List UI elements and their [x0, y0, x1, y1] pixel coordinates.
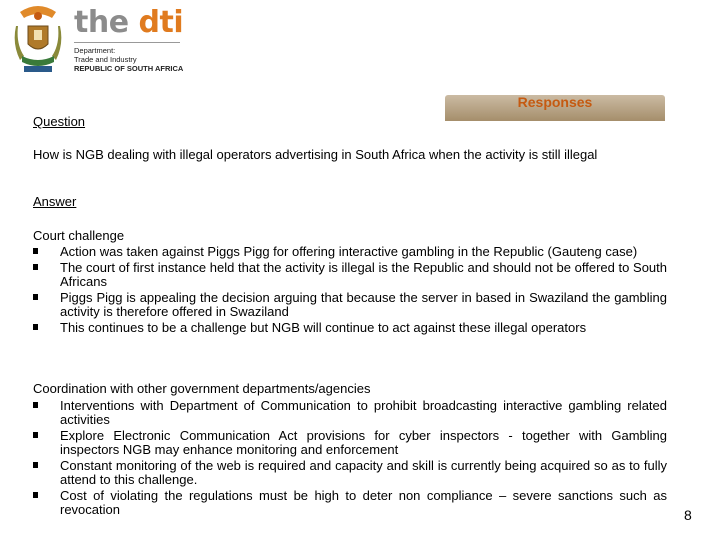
- coordination-list: [33, 399, 667, 519]
- list-item-text: The court of first instance held that the activity is illegal is the Republic and should not be offered to South Africans: [60, 260, 667, 289]
- list-item: [33, 261, 667, 289]
- department-label: Department:: [74, 46, 116, 55]
- page-number: 8: [684, 507, 692, 523]
- court-challenge-title: Court challenge: [33, 228, 125, 243]
- court-challenge-list: [33, 245, 667, 337]
- responses-tab-label: Responses: [517, 94, 593, 110]
- bullet-icon: [33, 324, 38, 330]
- list-item: [33, 429, 667, 457]
- department-name: Trade and Industry: [74, 55, 137, 64]
- list-item: [33, 399, 667, 427]
- country-name: REPUBLIC OF SOUTH AFRICA: [74, 64, 184, 73]
- list-item: [33, 245, 667, 259]
- question-text: [33, 148, 667, 162]
- question-label: Question: [33, 114, 86, 129]
- bullet-icon: [33, 402, 38, 408]
- list-item-text: This continues to be a challenge but NGB will continue to act against these illegal operators: [60, 320, 587, 335]
- bullet-icon: [33, 264, 38, 270]
- list-item-text: Piggs Pigg is appealing the decision arguing that because the server in based in Swaziland the gambling activity is therefore offered in Swaziland: [60, 290, 667, 319]
- brand-wordmark: [74, 6, 183, 40]
- list-item: [33, 459, 667, 487]
- list-item: [33, 291, 667, 319]
- list-item-text: Explore Electronic Communication Act provisions for cyber inspectors - together with Gambling inspectors NGB may enhance monitoring and enforcement: [60, 428, 667, 457]
- list-item: [33, 321, 667, 335]
- list-item-text: Action was taken against Piggs Pigg for offering interactive gambling in the Republic (Gauteng case): [60, 244, 638, 259]
- bullet-icon: [33, 432, 38, 438]
- bullet-icon: [33, 294, 38, 300]
- coat-of-arms-icon: [14, 4, 62, 78]
- question-text-body: How is NGB dealing with illegal operators advertising in South Africa when the activity is still illegal: [33, 147, 598, 162]
- dti-logo: [10, 4, 190, 80]
- brand-dti: dti: [138, 5, 184, 40]
- brand-the: the: [74, 5, 139, 40]
- responses-tab: [445, 95, 665, 121]
- list-item-text: Constant monitoring of the web is required and capacity and skill is currently being acquired so as to fully attend to this challenge.: [60, 458, 667, 487]
- bullet-icon: [33, 492, 38, 498]
- coordination-title: Coordination with other government departments/agencies: [33, 381, 371, 396]
- bullet-icon: [33, 248, 38, 254]
- list-item-text: Cost of violating the regulations must be high to deter non compliance – severe sanctions such as revocation: [60, 488, 667, 517]
- brand-divider: [74, 42, 180, 43]
- list-item-text: Interventions with Department of Communication to prohibit broadcasting interactive gambling related activities: [60, 398, 667, 427]
- list-item: [33, 489, 667, 517]
- answer-label: Answer: [33, 194, 77, 209]
- bullet-icon: [33, 462, 38, 468]
